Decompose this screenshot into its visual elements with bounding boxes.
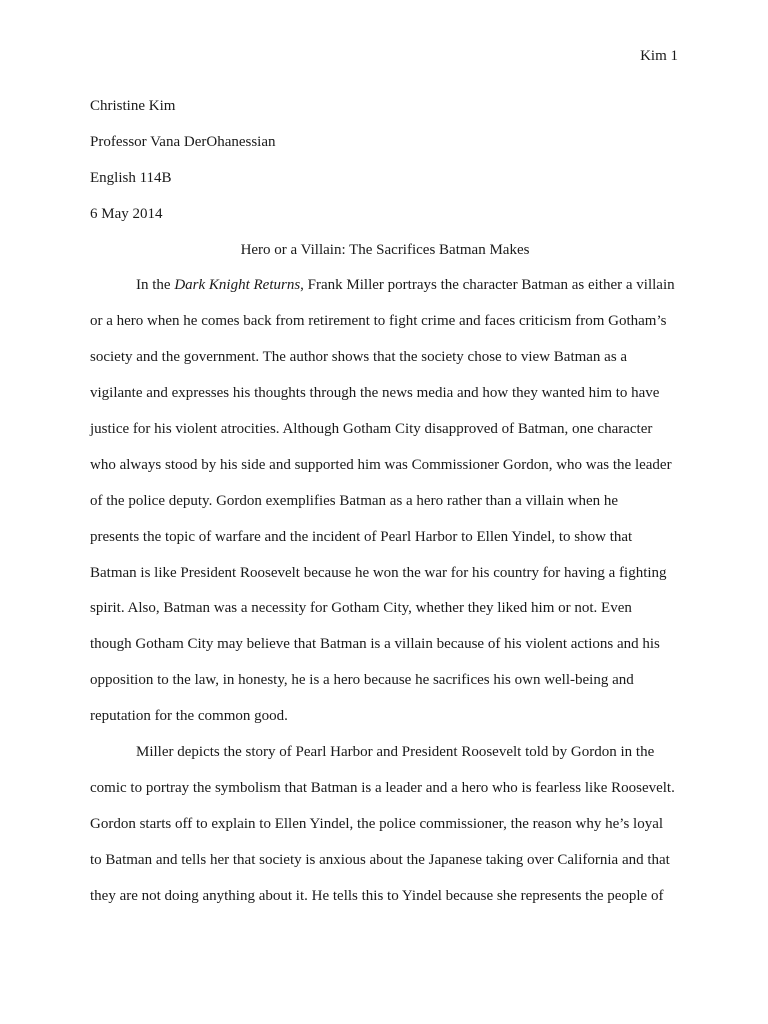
- running-head: Kim 1: [640, 48, 678, 64]
- paragraph-1-line: who always stood by his side and supported him was Commissioner Gordon, who was the leader: [90, 456, 672, 473]
- essay-title: Hero or a Villain: The Sacrifices Batman Makes: [240, 241, 530, 258]
- paragraph-1-line: of the police deputy. Gordon exemplifies Batman as a hero rather than a villain when he: [90, 492, 619, 509]
- paragraph-1-line: justice for his violent atrocities. Although Gotham City disapproved of Batman, one character: [90, 421, 653, 438]
- paragraph-1-line: Batman is like President Roosevelt because he won the war for his country for having a fighting: [90, 564, 667, 581]
- paragraph-2-line: comic to portray the symbolism that Batman is a leader and a hero who is fearless like Roosevelt.: [90, 779, 675, 796]
- essay-body: [90, 89, 680, 914]
- paragraph-2-line: Gordon starts off to explain to Ellen Yindel, the police commissioner, the reason why he’s loyal: [90, 815, 664, 832]
- paragraph-1-line: opposition to the law, in honesty, he is a hero because he sacrifices his own well-being and: [90, 672, 634, 689]
- paragraph-1-line: or a hero when he comes back from retirement to fight crime and faces criticism from Gotham’s: [90, 313, 667, 330]
- professor-name: Professor Vana DerOhanessian: [90, 133, 276, 150]
- paragraph-1-line: spirit. Also, Batman was a necessity for Gotham City, whether they liked him or not. Even: [90, 600, 632, 617]
- paragraph-2-line: they are not doing anything about it. He tells this to Yindel because she represents the people of: [90, 887, 664, 904]
- paragraph-1-text: , Frank Miller portrays the character Batman as either a villain: [300, 277, 675, 294]
- paragraph-1-line: society and the government. The author shows that the society chose to view Batman as a: [90, 349, 628, 366]
- paragraph-1-line: presents the topic of warfare and the incident of Pearl Harbor to Ellen Yindel, to show that: [90, 528, 633, 545]
- essay-date: 6 May 2014: [90, 205, 163, 222]
- paragraph-1-text: In the: [136, 277, 175, 294]
- paragraph-1-line: vigilante and expresses his thoughts through the news media and how they wanted him to have: [90, 385, 660, 402]
- paragraph-2-line-1: Miller depicts the story of Pearl Harbor and President Roosevelt told by Gordon in the: [136, 744, 655, 761]
- course-name: English 114B: [90, 169, 172, 186]
- author-name: Christine Kim: [90, 98, 176, 114]
- paragraph-1-line: though Gotham City may believe that Batman is a villain because of his violent actions and his: [90, 636, 660, 653]
- paragraph-2-line: to Batman and tells her that society is anxious about the Japanese taking over California and that: [90, 851, 670, 868]
- paragraph-1-line-1: [90, 268, 680, 304]
- paragraph-1-line-last: reputation for the common good.: [90, 708, 288, 725]
- book-title: Dark Knight Returns: [174, 277, 301, 294]
